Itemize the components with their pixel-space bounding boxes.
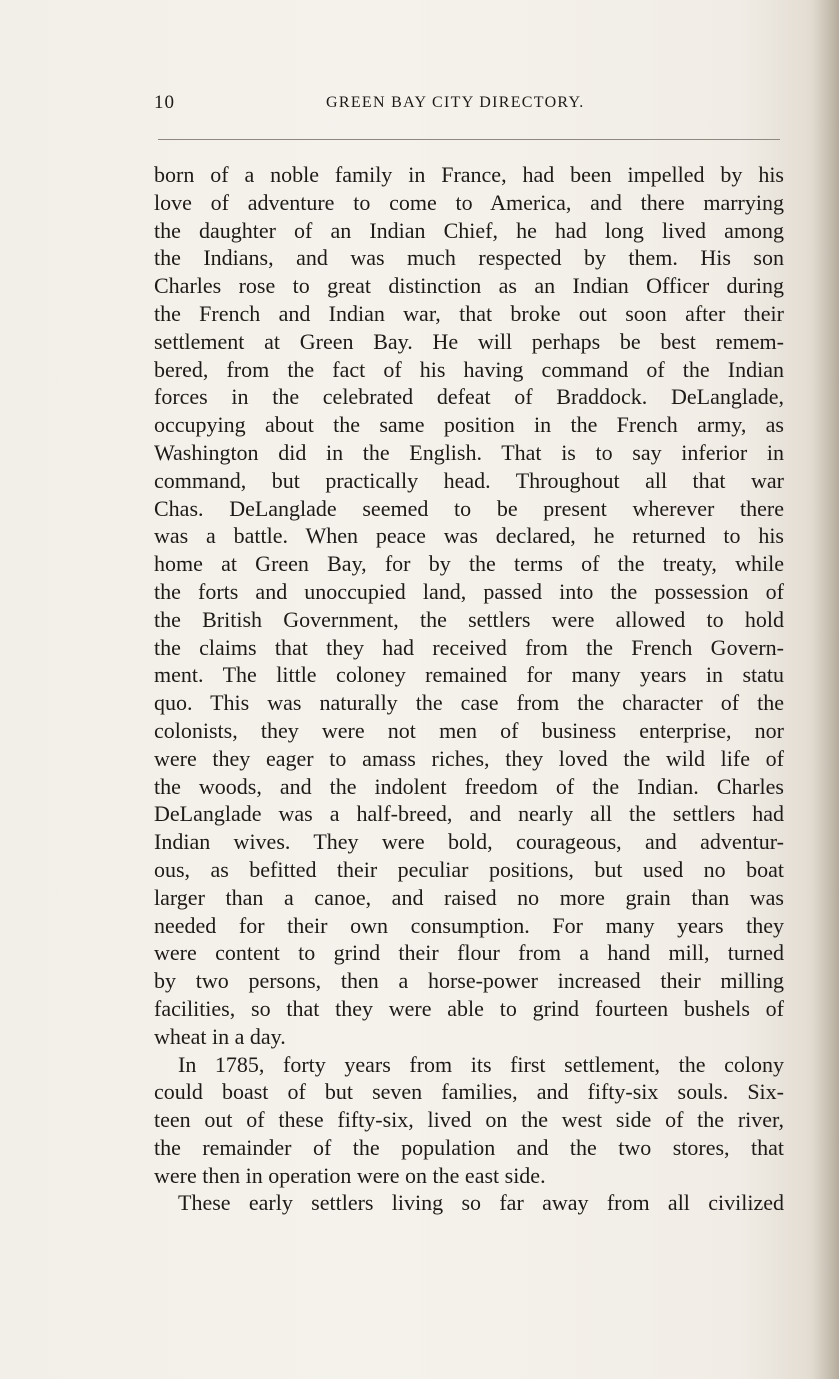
text-line: home at Green Bay, for by the terms of the treaty, while — [154, 551, 784, 577]
text-line: the French and Indian war, that broke out soon after their — [154, 300, 784, 326]
text-line: Washington did in the English. That is to say inferior in — [154, 439, 784, 465]
text-line: These early settlers living so far away from all civilized — [178, 1190, 784, 1216]
text-line: colonists, they were not men of business enterprise, nor — [154, 717, 784, 743]
text-line: the woods, and the indolent freedom of the Indian. Charles — [154, 773, 784, 799]
text-line: ous, as befitted their peculiar positions, but used no boat — [154, 856, 784, 882]
header-rule — [158, 139, 780, 140]
text-line: the British Government, the settlers were allowed to hold — [154, 606, 784, 632]
text-line: bered, from the fact of his having command of the Indian — [154, 356, 784, 382]
text-line: were they eager to amass riches, they loved the wild life of — [154, 745, 784, 771]
text-line: forces in the celebrated defeat of Braddock. DeLanglade, — [154, 384, 784, 410]
text-line: larger than a canoe, and raised no more grain than was — [154, 884, 784, 910]
text-line: Indian wives. They were bold, courageous, and adventur- — [154, 829, 784, 855]
text-line: DeLanglade was a half-breed, and nearly all the settlers had — [154, 801, 784, 827]
text-line: needed for their own consumption. For many years they — [154, 912, 784, 938]
text-line: facilities, so that they were able to grind fourteen bushels of — [154, 995, 784, 1021]
text-line: the daughter of an Indian Chief, he had long lived among — [154, 217, 784, 243]
text-line: was a battle. When peace was declared, he returned to his — [154, 523, 784, 549]
text-line: born of a noble family in France, had been impelled by his — [154, 162, 784, 187]
text-line: Charles rose to great distinction as an Indian Officer during — [154, 273, 784, 299]
text-line: ment. The little coloney remained for many years in statu — [154, 662, 784, 688]
text-line: In 1785, forty years from its first settlement, the colony — [178, 1051, 784, 1077]
text-line: teen out of these fifty-six, lived on the west side of the river, — [154, 1107, 784, 1133]
text-line: by two persons, then a horse-power increased their milling — [154, 968, 784, 994]
spine-shadow — [813, 0, 839, 1379]
page-header — [154, 90, 784, 116]
text-line: occupying about the same position in the French army, as — [154, 412, 784, 438]
text-line: love of adventure to come to America, and there marrying — [154, 189, 784, 215]
text-line: the remainder of the population and the two stores, that — [154, 1134, 784, 1160]
running-title: GREEN BAY CITY DIRECTORY. — [326, 94, 585, 111]
text-line: the Indians, and was much respected by them. His son — [154, 245, 784, 271]
body-text — [154, 161, 784, 1217]
text-line: the forts and unoccupied land, passed into the possession of — [154, 578, 784, 604]
text-line: the claims that they had received from the French Govern- — [154, 634, 784, 660]
text-line: Chas. DeLanglade seemed to be present wherever there — [154, 495, 784, 521]
page-number: 10 — [154, 92, 175, 113]
text-line: settlement at Green Bay. He will perhaps be best remem- — [154, 328, 784, 354]
text-line: wheat in a day. — [154, 1023, 286, 1049]
text-line: could boast of but seven families, and fifty-six souls. Six- — [154, 1079, 784, 1105]
text-line: quo. This was naturally the case from the character of the — [154, 690, 784, 716]
text-line: were content to grind their flour from a hand mill, turned — [154, 940, 784, 966]
text-line: were then in operation were on the east side. — [154, 1162, 546, 1188]
text-line: command, but practically head. Throughout all that war — [154, 467, 784, 493]
